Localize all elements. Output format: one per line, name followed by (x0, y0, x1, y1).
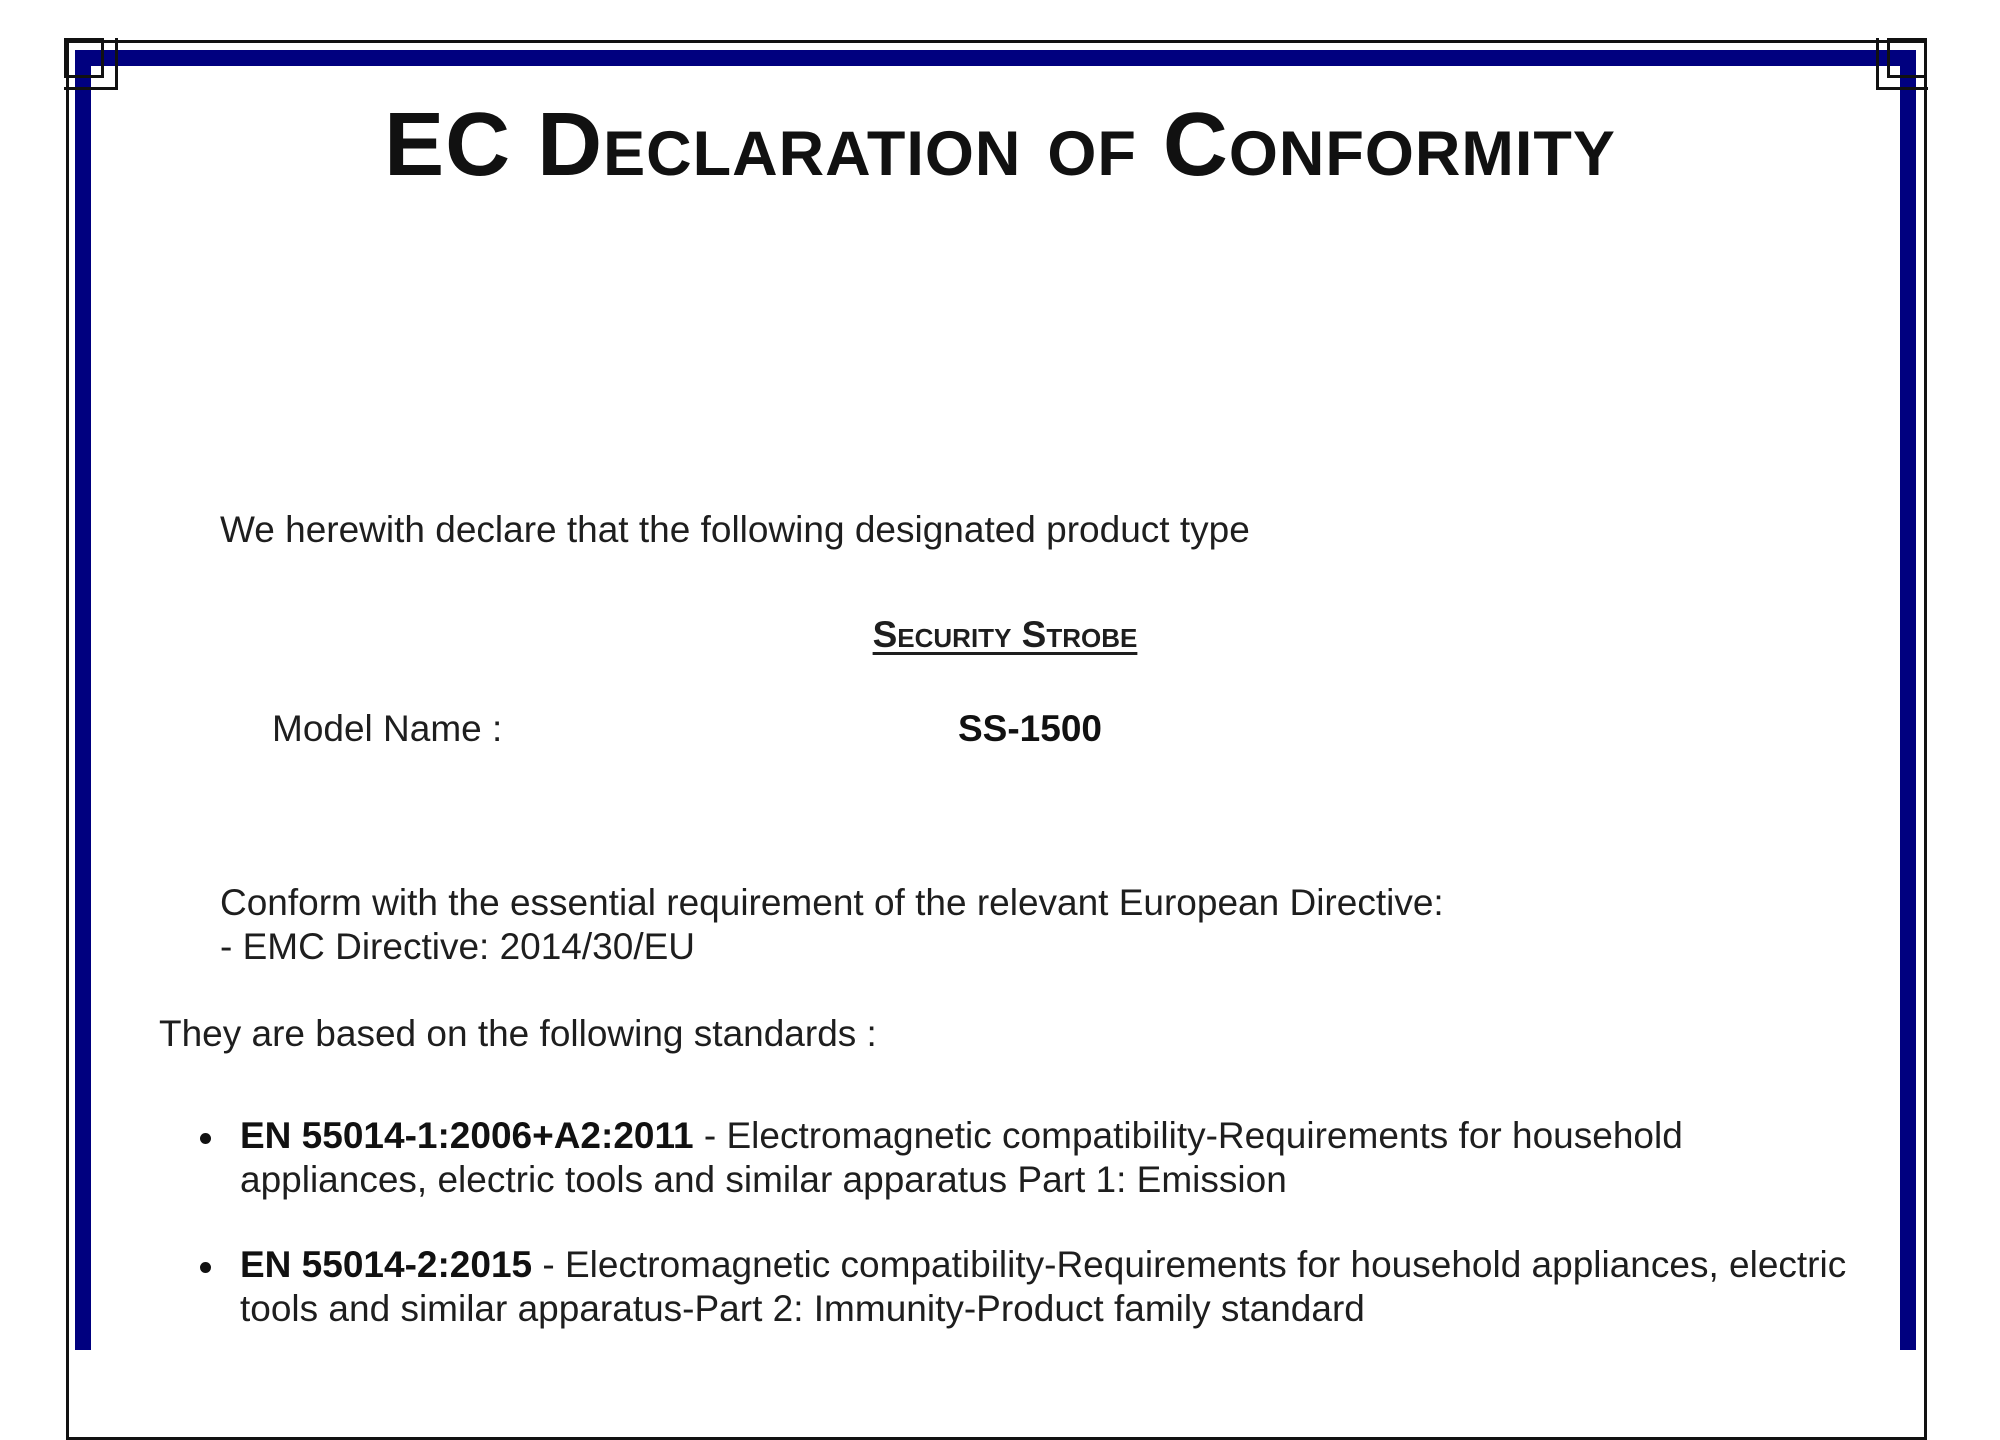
bullet-icon (200, 1133, 211, 1144)
standard-description-cont: appliances, electric tools and similar apparatus Part 1: Emission (240, 1159, 1287, 1200)
blue-border-top (75, 50, 1916, 66)
corner-ornament-tr2 (1876, 38, 1928, 90)
page-title: EC Declaration of Conformity (384, 95, 1616, 195)
declaration-intro: We herewith declare that the following designated product type (220, 509, 1250, 550)
standard-description-cont: tools and similar apparatus-Part 2: Immunity-Product family standard (240, 1288, 1365, 1329)
blue-border-right (1900, 50, 1916, 1350)
conform-statement: Conform with the essential requirement of the relevant European Directive: (220, 882, 1444, 923)
standard-description: - Electromagnetic compatibility-Requirements for household (693, 1115, 1683, 1156)
model-label: Model Name : (272, 708, 503, 749)
bullet-icon (200, 1262, 211, 1273)
standard-description: - Electromagnetic compatibility-Requirements for household appliances, electric (532, 1244, 1847, 1285)
blue-border-left (75, 50, 91, 1350)
standard-code: EN 55014-2:2015 (240, 1244, 533, 1285)
standards-intro: They are based on the following standards : (159, 1013, 877, 1054)
standard-code: EN 55014-1:2006+A2:2011 (240, 1115, 694, 1156)
model-value: SS-1500 (958, 708, 1102, 749)
directive-line: - EMC Directive: 2014/30/EU (220, 926, 696, 967)
corner-ornament-tl2 (64, 38, 118, 90)
product-type: Security Strobe (872, 614, 1138, 655)
